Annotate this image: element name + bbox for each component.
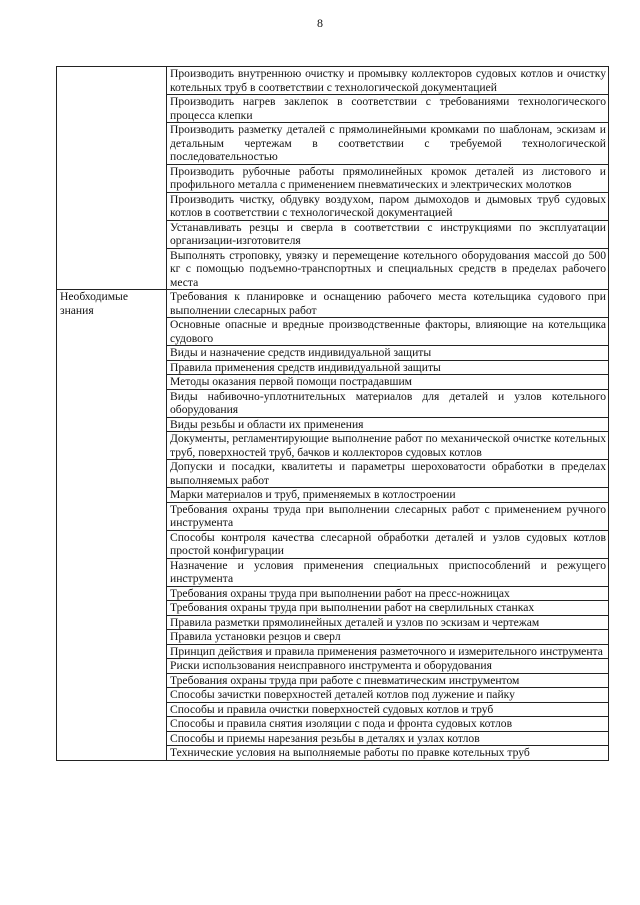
table-cell: Производить рубочные работы прямолинейных кромок деталей из листового и профильного металла с применением пневматических и электрических молотков — [167, 164, 609, 192]
section-label: Необходимые знания — [57, 290, 167, 761]
table-cell: Правила установки резцов и сверл — [167, 630, 609, 645]
table-cell: Требования охраны труда при выполнении работ на пресс-ножницах — [167, 586, 609, 601]
table-cell: Устанавливать резцы и сверла в соответствии с инструкциями по эксплуатации организации-изготовителя — [167, 220, 609, 248]
table-row — [57, 290, 609, 318]
section-label — [57, 67, 167, 290]
table-cell: Способы контроля качества слесарной обработки деталей и узлов судовых котлов простой конфигурации — [167, 530, 609, 558]
table-cell: Правила применения средств индивидуальной защиты — [167, 360, 609, 375]
table-cell: Выполнять строповку, увязку и перемещение котельного оборудования массой до 500 кг с помощью подъемно-транспортных и специальных средств в пределах рабочего места — [167, 248, 609, 290]
table-cell: Производить разметку деталей с прямолинейными кромками по шаблонам, эскизам и детальным чертежам в соответствии с требуемой технологической последовательностью — [167, 123, 609, 165]
table-cell: Требования охраны труда при работе с пневматическим инструментом — [167, 673, 609, 688]
table-cell: Производить внутреннюю очистку и промывку коллекторов судовых котлов и очистку котельных труб в соответствии с технологической документацией — [167, 67, 609, 95]
page-number: 8 — [317, 16, 323, 30]
table-cell: Виды и назначение средств индивидуальной защиты — [167, 346, 609, 361]
table-cell: Марки материалов и труб, применяемых в котлостроении — [167, 488, 609, 503]
table-cell: Технические условия на выполняемые работы по правке котельных труб — [167, 746, 609, 761]
table-cell: Производить чистку, обдувку воздухом, паром дымоходов и дымовых труб судовых котлов в соответствии с технологической документацией — [167, 192, 609, 220]
table-cell: Методы оказания первой помощи пострадавшим — [167, 375, 609, 390]
table-cell: Виды резьбы и области их применения — [167, 417, 609, 432]
table-cell: Риски использования неисправного инструмента и оборудования — [167, 659, 609, 674]
table-row — [57, 67, 609, 95]
table-cell: Требования к планировке и оснащению рабочего места котельщика судового при выполнении слесарных работ — [167, 290, 609, 318]
table-cell: Способы и правила очистки поверхностей судовых котлов и труб — [167, 702, 609, 717]
table-cell: Требования охраны труда при выполнении работ на сверлильных станках — [167, 601, 609, 616]
table-cell: Способы и приемы нарезания резьбы в деталях и узлах котлов — [167, 731, 609, 746]
table-cell: Правила разметки прямолинейных деталей и узлов по эскизам и чертежам — [167, 615, 609, 630]
table-cell: Способы и правила снятия изоляции с пода и фронта судовых котлов — [167, 717, 609, 732]
table-cell: Виды набивочно-уплотнительных материалов для деталей и узлов котельного оборудования — [167, 389, 609, 417]
table-cell: Принцип действия и правила применения разметочного и измерительного инструмента — [167, 644, 609, 659]
table-cell: Основные опасные и вредные производственные факторы, влияющие на котельщика судового — [167, 318, 609, 346]
table-cell: Назначение и условия применения специальных приспособлений и режущего инструмента — [167, 558, 609, 586]
table-cell: Способы зачистки поверхностей деталей котлов под лужение и пайку — [167, 688, 609, 703]
table-cell: Требования охраны труда при выполнении слесарных работ с применением ручного инструмента — [167, 502, 609, 530]
table-cell: Допуски и посадки, квалитеты и параметры шероховатости обработки в пределах выполняемых работ — [167, 460, 609, 488]
table-cell: Производить нагрев заклепок в соответствии с требованиями технологического процесса клепки — [167, 95, 609, 123]
requirements-table — [56, 66, 609, 761]
table-cell: Документы, регламентирующие выполнение работ по механической очистке котельных труб, поверхностей труб, бачков и коллекторов судовых котлов — [167, 432, 609, 460]
